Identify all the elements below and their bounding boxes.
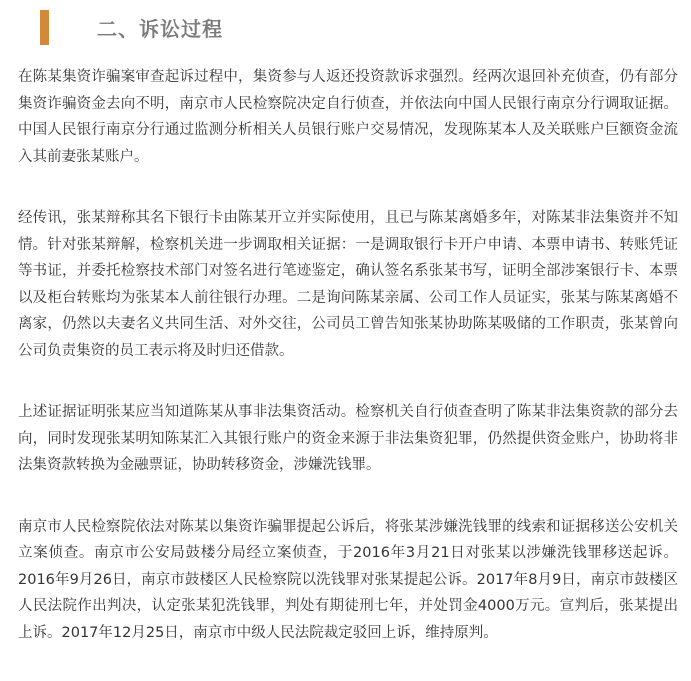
article-body [18, 64, 678, 681]
paragraph-4: 南京市人民检察院依法对陈某以集资诈骗罪提起公诉后，将张某涉嫌洗钱罪的线索和证据移送公安机关立案侦查。南京市公安局鼓楼分局经立案侦查，于2016年3月21日对张某以涉嫌洗钱罪移送起诉。2016年9月26日，南京市鼓楼区人民检察院以洗钱罪对张某提起公诉。2017年8月9日，南京市鼓楼区人民法院作出判决，认定张某犯洗钱罪，判处有期徒刑七年，并处罚金4000万元。宣判后，张某提出上诉。2017年12月25日，南京市中级人民法院裁定驳回上诉，维持原判。 [18, 518, 678, 641]
section-title: 二、诉讼过程 [97, 17, 223, 41]
section-header [40, 10, 223, 45]
paragraph-3: 上述证据证明张某应当知道陈某从事非法集资活动。检察机关自行侦查查明了陈某非法集资款的部分去向，同时发现张某明知陈某汇入其银行账户的资金来源于非法集资犯罪，仍然提供资金账户，协助将非法集资款转换为金融票证，协助转移资金，涉嫌洗钱罪。 [18, 404, 678, 473]
paragraph-1: 在陈某集资诈骗案审查起诉过程中，集资参与人返还投资款诉求强烈。经两次退回补充侦查，仍有部分集资诈骗资金去向不明，南京市人民检察院决定自行侦查，并依法向中国人民银行南京分行调取证据。中国人民银行南京分行通过监测分析相关人员银行账户交易情况，发现陈某本人及关联账户巨额资金流入其前妻张某账户。 [18, 69, 678, 165]
accent-bar [40, 10, 49, 45]
paragraph-2: 经传讯，张某辩称其名下银行卡由陈某开立并实际使用，且已与陈某离婚多年，对陈某非法集资并不知情。针对张某辩解，检察机关进一步调取相关证据：一是调取银行卡开户申请、本票申请书、转账凭证等书证，并委托检察技术部门对签名进行笔迹鉴定，确认签名系张某书写，证明全部涉案银行卡、本票以及柜台转账均为张某本人前往银行办理。二是询问陈某亲属、公司工作人员证实，张某与陈某离婚不离家，仍然以夫妻名义共同生活、对外交往，公司员工曾告知张某协助陈某吸储的工作职责，张某曾向公司负责集资的员工表示将及时归还借款。 [18, 210, 678, 359]
